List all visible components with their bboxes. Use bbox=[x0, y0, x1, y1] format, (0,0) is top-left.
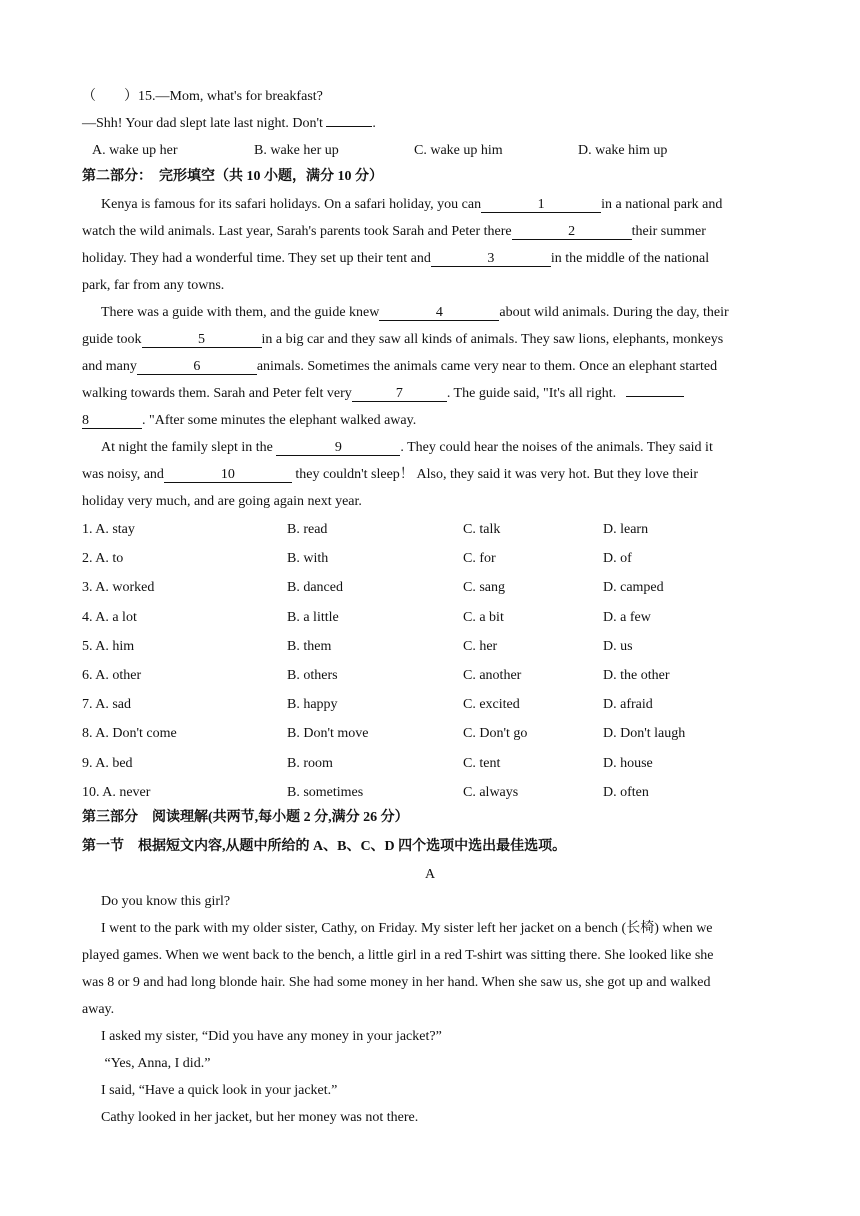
cloze-blank-3: 3 bbox=[431, 251, 551, 267]
cloze-text: in a national park and bbox=[601, 197, 723, 212]
cloze-text: . They could hear the noises of the animals. They said it bbox=[400, 440, 713, 455]
cloze-option: D. often bbox=[603, 785, 649, 800]
cloze-text: watch the wild animals. Last year, Sarah's parents took Sarah and Peter there bbox=[82, 224, 512, 239]
cloze-p1-line2 bbox=[82, 223, 706, 241]
answer-parentheses: （ ） bbox=[82, 89, 138, 104]
cloze-blank-6: 6 bbox=[137, 359, 257, 375]
cloze-text: and many bbox=[82, 359, 137, 374]
q15-option-a: A. wake up her bbox=[92, 143, 178, 158]
cloze-p3-line1 bbox=[101, 439, 713, 457]
cloze-option: 8. A. Don't come bbox=[82, 726, 177, 741]
cloze-option: C. excited bbox=[463, 697, 520, 712]
cloze-p2-line4 bbox=[82, 385, 684, 403]
cloze-option: 3. A. worked bbox=[82, 580, 155, 595]
passage-line: “Yes, Anna, I did.” bbox=[101, 1056, 211, 1071]
passage-line: played games. When we went back to the bench, a little girl in a red T-shirt was sitting there. She looked like she bbox=[82, 948, 714, 963]
cloze-option: B. them bbox=[287, 639, 332, 654]
question-15-text: 15.—Mom, what's for breakfast? bbox=[138, 89, 323, 104]
cloze-text: animals. Sometimes the animals came very near to them. Once an elephant started bbox=[256, 359, 718, 374]
passage-label: A bbox=[424, 867, 436, 882]
cloze-option: D. learn bbox=[603, 522, 649, 537]
cloze-option: B. sometimes bbox=[287, 785, 364, 800]
cloze-text: they couldn't sleep！ Also, they said it was very hot. But they love their bbox=[295, 467, 699, 482]
cloze-text: Kenya is famous for its safari holidays. On a safari holiday, you can bbox=[101, 197, 482, 212]
passage-line: I went to the park with my older sister, Cathy, on Friday. My sister left her jacket on a bench (长椅) when we bbox=[101, 921, 713, 936]
part3-title: 第三部分 阅读理解(共两节,每小题 2 分,满分 26 分） bbox=[82, 810, 409, 825]
cloze-option: B. read bbox=[287, 522, 328, 537]
cloze-p1-line1 bbox=[101, 196, 722, 214]
cloze-option: 1. A. stay bbox=[82, 522, 135, 537]
cloze-option: C. always bbox=[463, 785, 519, 800]
cloze-p3-line2 bbox=[82, 466, 698, 484]
passage-line: Cathy looked in her jacket, but her money was not there. bbox=[101, 1110, 419, 1125]
cloze-text: . "After some minutes the elephant walked away. bbox=[142, 413, 417, 428]
cloze-option: B. room bbox=[287, 756, 333, 771]
question-15-stem bbox=[82, 88, 323, 106]
cloze-p1-line3 bbox=[82, 250, 709, 268]
cloze-text: guide took bbox=[82, 332, 142, 347]
q15-option-d: D. wake him up bbox=[578, 143, 668, 158]
cloze-p3-line3: holiday very much, and are going again next year. bbox=[82, 494, 362, 509]
cloze-option: B. Don't move bbox=[287, 726, 369, 741]
cloze-text: At night the family slept in the bbox=[101, 440, 273, 455]
cloze-option: D. of bbox=[603, 551, 632, 566]
cloze-option: B. others bbox=[287, 668, 338, 683]
cloze-blank-4: 4 bbox=[379, 305, 499, 321]
cloze-blank-10: 10 bbox=[164, 467, 292, 483]
cloze-p2-line2 bbox=[82, 331, 723, 349]
passage-line: Do you know this girl? bbox=[101, 894, 231, 909]
cloze-blank-9: 9 bbox=[276, 440, 400, 456]
cloze-blank-5: 5 bbox=[142, 332, 262, 348]
cloze-option: 9. A. bed bbox=[82, 756, 133, 771]
cloze-option: D. house bbox=[603, 756, 653, 771]
cloze-text: in a big car and they saw all kinds of animals. They saw lions, elephants, monkeys bbox=[261, 332, 724, 347]
cloze-p2-line5 bbox=[82, 412, 416, 430]
cloze-option: 2. A. to bbox=[82, 551, 124, 566]
cloze-option: C. a bit bbox=[463, 610, 504, 625]
cloze-option: C. for bbox=[463, 551, 496, 566]
q15-option-b: B. wake her up bbox=[254, 143, 339, 158]
cloze-option: 4. A. a lot bbox=[82, 610, 137, 625]
question-15-line2 bbox=[82, 115, 376, 133]
cloze-blank-7: 7 bbox=[352, 386, 447, 402]
answer-blank bbox=[326, 126, 372, 127]
cloze-text: their summer bbox=[631, 224, 706, 239]
cloze-p2-line1 bbox=[101, 304, 729, 322]
cloze-option: D. Don't laugh bbox=[603, 726, 686, 741]
cloze-p1-line4: park, far from any towns. bbox=[82, 278, 225, 293]
cloze-option: D. us bbox=[603, 639, 633, 654]
cloze-option: B. danced bbox=[287, 580, 343, 595]
cloze-option: 6. A. other bbox=[82, 668, 142, 683]
cloze-option: 5. A. him bbox=[82, 639, 135, 654]
passage-line: was 8 or 9 and had long blonde hair. She had some money in her hand. When she saw us, she got up and walked bbox=[82, 975, 711, 990]
q15-option-c: C. wake up him bbox=[414, 143, 503, 158]
section1-instructions: 第一节 根据短文内容,从题中所给的 A、B、C、D 四个选项中选出最佳选项。 bbox=[82, 839, 567, 854]
cloze-option: D. afraid bbox=[603, 697, 653, 712]
cloze-option: 7. A. sad bbox=[82, 697, 131, 712]
cloze-option: C. talk bbox=[463, 522, 501, 537]
cloze-option: D. a few bbox=[603, 610, 651, 625]
cloze-option: C. another bbox=[463, 668, 522, 683]
cloze-option: C. Don't go bbox=[463, 726, 528, 741]
cloze-option: D. camped bbox=[603, 580, 664, 595]
cloze-option: D. the other bbox=[603, 668, 670, 683]
cloze-option: C. sang bbox=[463, 580, 505, 595]
cloze-text: holiday. They had a wonderful time. They set up their tent and bbox=[82, 251, 431, 266]
cloze-option: C. tent bbox=[463, 756, 501, 771]
cloze-text: There was a guide with them, and the guide knew bbox=[101, 305, 380, 320]
cloze-blank-8: 8 bbox=[82, 413, 142, 429]
passage-line: I said, “Have a quick look in your jacket.” bbox=[101, 1083, 338, 1098]
cloze-option: B. with bbox=[287, 551, 329, 566]
passage-line: away. bbox=[82, 1002, 115, 1017]
cloze-text: . The guide said, "It's all right. bbox=[446, 386, 617, 401]
cloze-text: in the middle of the national bbox=[550, 251, 710, 266]
cloze-blank-1: 1 bbox=[481, 197, 601, 213]
cloze-p2-line3 bbox=[82, 358, 717, 376]
part2-title: 第二部分： 完形填空（共 10 小题，满分 10 分） bbox=[82, 169, 383, 184]
cloze-option: 10. A. never bbox=[82, 785, 151, 800]
passage-line: I asked my sister, “Did you have any money in your jacket?” bbox=[101, 1029, 442, 1044]
cloze-option: B. happy bbox=[287, 697, 338, 712]
question-15-line2-end: . bbox=[372, 116, 376, 131]
cloze-text: about wild animals. During the day, their bbox=[499, 305, 729, 320]
cloze-text: walking towards them. Sarah and Peter felt very bbox=[82, 386, 352, 401]
cloze-option: B. a little bbox=[287, 610, 339, 625]
cloze-blank-8-start bbox=[626, 396, 684, 397]
cloze-option: C. her bbox=[463, 639, 498, 654]
cloze-blank-2: 2 bbox=[512, 224, 632, 240]
cloze-text: was noisy, and bbox=[82, 467, 164, 482]
question-15-line2-text: —Shh! Your dad slept late last night. Don't bbox=[82, 116, 323, 131]
